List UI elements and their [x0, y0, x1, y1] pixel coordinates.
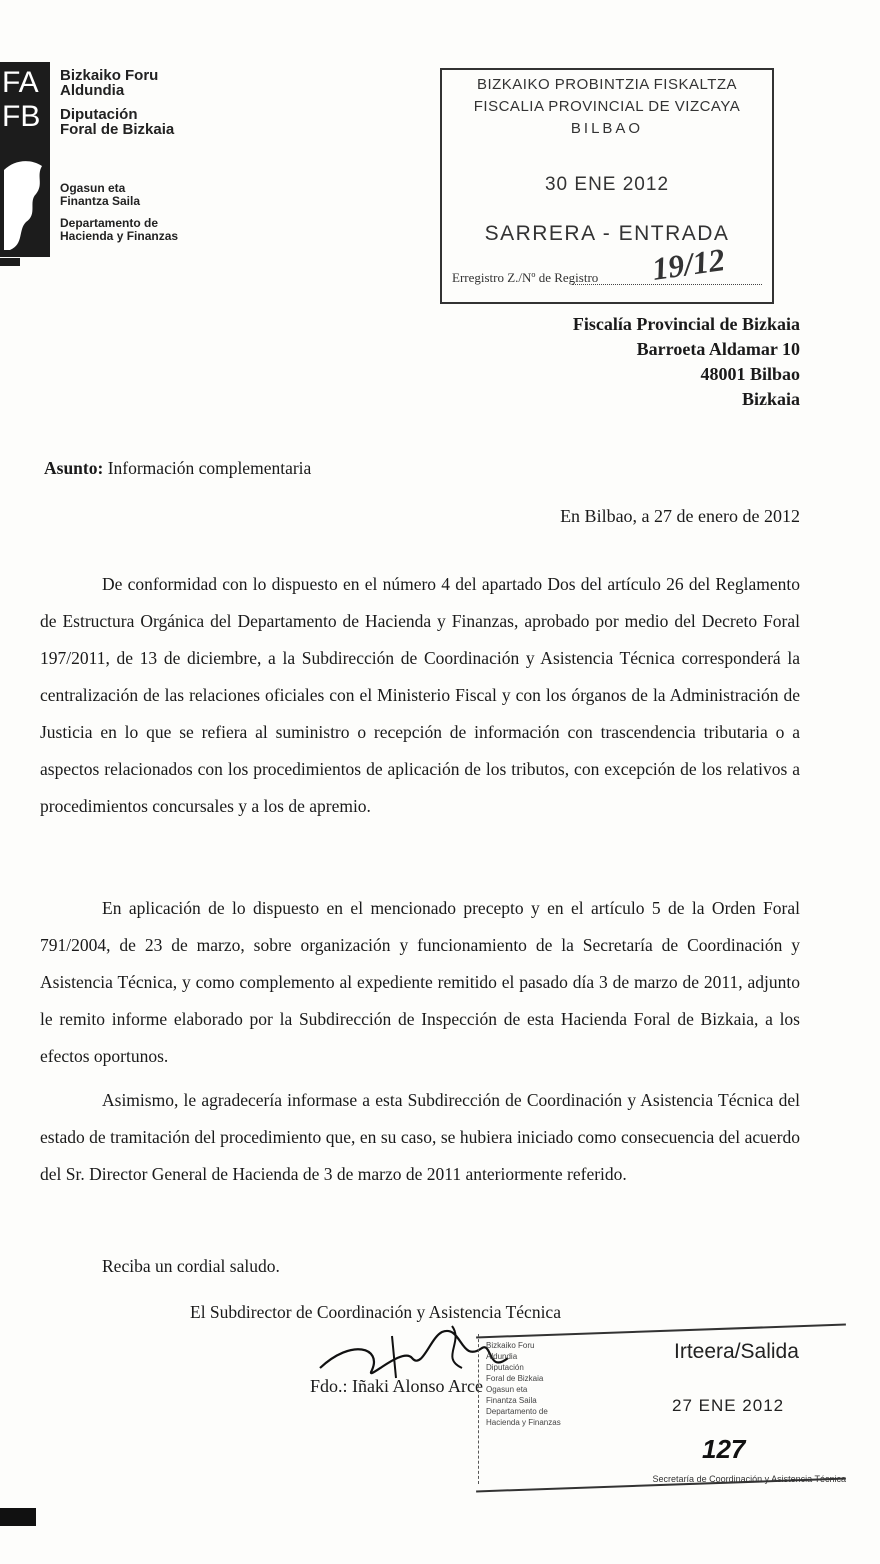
exit-stamp-number: 127: [702, 1434, 746, 1464]
logo-letters: [0, 66, 50, 134]
stamp-date: 30 ENE 2012: [544, 174, 670, 195]
dept-line: Hacienda y Finanzas: [60, 229, 179, 243]
body-paragraph-2: En aplicación de lo dispuesto en el mencionado precepto y en el artículo 5 de la Orden Foral 791/2004, de 23 de marzo, sobre organización y funcionamiento de la Secretaría de Coordinación y Asistencia Técnica, y como complemento al expediente remitido el pasado día 3 de marzo de 2011, adjunto le remito informe elaborado por la Subdirección de Inspección de esta Hacienda Foral de Bizkaia, a los efectos oportunos.: [40, 898, 800, 1066]
seal-line: Bizkaiko Foru: [486, 1341, 535, 1350]
seal-line: Ogasun eta: [486, 1385, 528, 1394]
seal-line: Diputación: [486, 1363, 524, 1372]
stamp-line: FISCALIA PROVINCIAL DE VIZCAYA: [473, 98, 741, 115]
signatory-title: El Subdirector de Coordinación y Asistencia Técnica: [190, 1302, 561, 1322]
stamp-registry-number: 19/12: [649, 241, 727, 287]
scan-edge-mark: [0, 1508, 36, 1526]
dept-name-block: [60, 182, 178, 243]
org-line: Foral de Bizkaia: [60, 121, 175, 138]
recipient-address: [573, 312, 800, 412]
recipient-line: Barroeta Aldamar 10: [636, 339, 800, 359]
exit-stamp-left-border: [478, 1334, 479, 1484]
dept-line: Departamento de: [60, 216, 159, 230]
exit-stamp-top-border: [476, 1324, 846, 1339]
dept-line: Finantza Saila: [60, 194, 141, 208]
org-name-block: [60, 68, 174, 137]
stamp-line: BILBAO: [570, 120, 644, 137]
subject-line: [44, 458, 311, 479]
org-line: Aldundia: [60, 82, 125, 99]
stamp-entry-label: SARRERA - ENTRADA: [484, 222, 730, 245]
closing: Reciba un cordial saludo.: [102, 1256, 280, 1276]
seal-line: Aldundia: [486, 1352, 518, 1361]
seal-line: Foral de Bizkaia: [486, 1374, 544, 1383]
exit-stamp-date: 27 ENE 2012: [672, 1396, 785, 1415]
seal-line: Finantza Saila: [486, 1396, 537, 1405]
logo-emblem: [0, 150, 50, 258]
stamp-line: BIZKAIKO PROBINTZIA FISKALTZA: [476, 76, 738, 93]
exit-stamp-label: Irteera/Salida: [674, 1340, 799, 1363]
dept-line: Ogasun eta: [60, 181, 126, 195]
subject-label: Asunto:: [44, 458, 104, 478]
subject-text: Información complementaria: [107, 458, 312, 478]
stamp-registry-label: Erregistro Z./Nº de Registro: [452, 270, 599, 285]
logo-letters-top: FA: [2, 66, 39, 99]
org-line: Diputación: [60, 106, 138, 123]
recipient-line: 48001 Bilbao: [700, 364, 800, 384]
seal-line: Hacienda y Finanzas: [486, 1418, 561, 1427]
body-paragraph-1: De conformidad con lo dispuesto en el número 4 del apartado Dos del artículo 26 del Reglamento de Estructura Orgánica del Departamento de Hacienda y Finanzas, aprobado por medio del Decreto Foral 197/2011, de 13 de diciembre, a la Subdirección de Coordinación y Asistencia Técnica corresponderá la centralización de las relaciones oficiales con el Ministerio Fiscal y con los órganos de la Administración de Justicia en lo que se refiera al suministro o recepción de información con trascendencia tributaria o a aspectos relacionados con los procedimientos de aplicación de los tributos, con excepción de los relativos a procedimientos concursales y a los de apremio.: [40, 574, 800, 816]
recipient-line: Fiscalía Provincial de Bizkaia: [572, 314, 800, 334]
recipient-line: Bizkaia: [741, 389, 800, 409]
org-line: Bizkaiko Foru: [60, 67, 159, 84]
place-date: En Bilbao, a 27 de enero de 2012: [560, 506, 800, 526]
signatory-name: Fdo.: Iñaki Alonso Arce: [310, 1376, 483, 1396]
logo-letters-bottom: FB: [2, 100, 41, 133]
exit-stamp-footer: Secretaría de Coordinación y Asistencia Técnica: [652, 1474, 846, 1484]
body-paragraph-3: Asimismo, le agradecería informase a esta Subdirección de Coordinación y Asistencia Técnica del estado de tramitación del procedimiento que, en su caso, se hubiera iniciado como consecuencia del acuerdo del Sr. Director General de Hacienda de 3 de marzo de 2011 anteriormente referido.: [40, 1090, 800, 1184]
seal-line: Departamento de: [486, 1407, 548, 1416]
logo-underline: [0, 258, 20, 266]
exit-stamp: [476, 1326, 852, 1506]
exit-stamp-seal: [486, 1340, 636, 1428]
entry-stamp: [440, 68, 774, 304]
